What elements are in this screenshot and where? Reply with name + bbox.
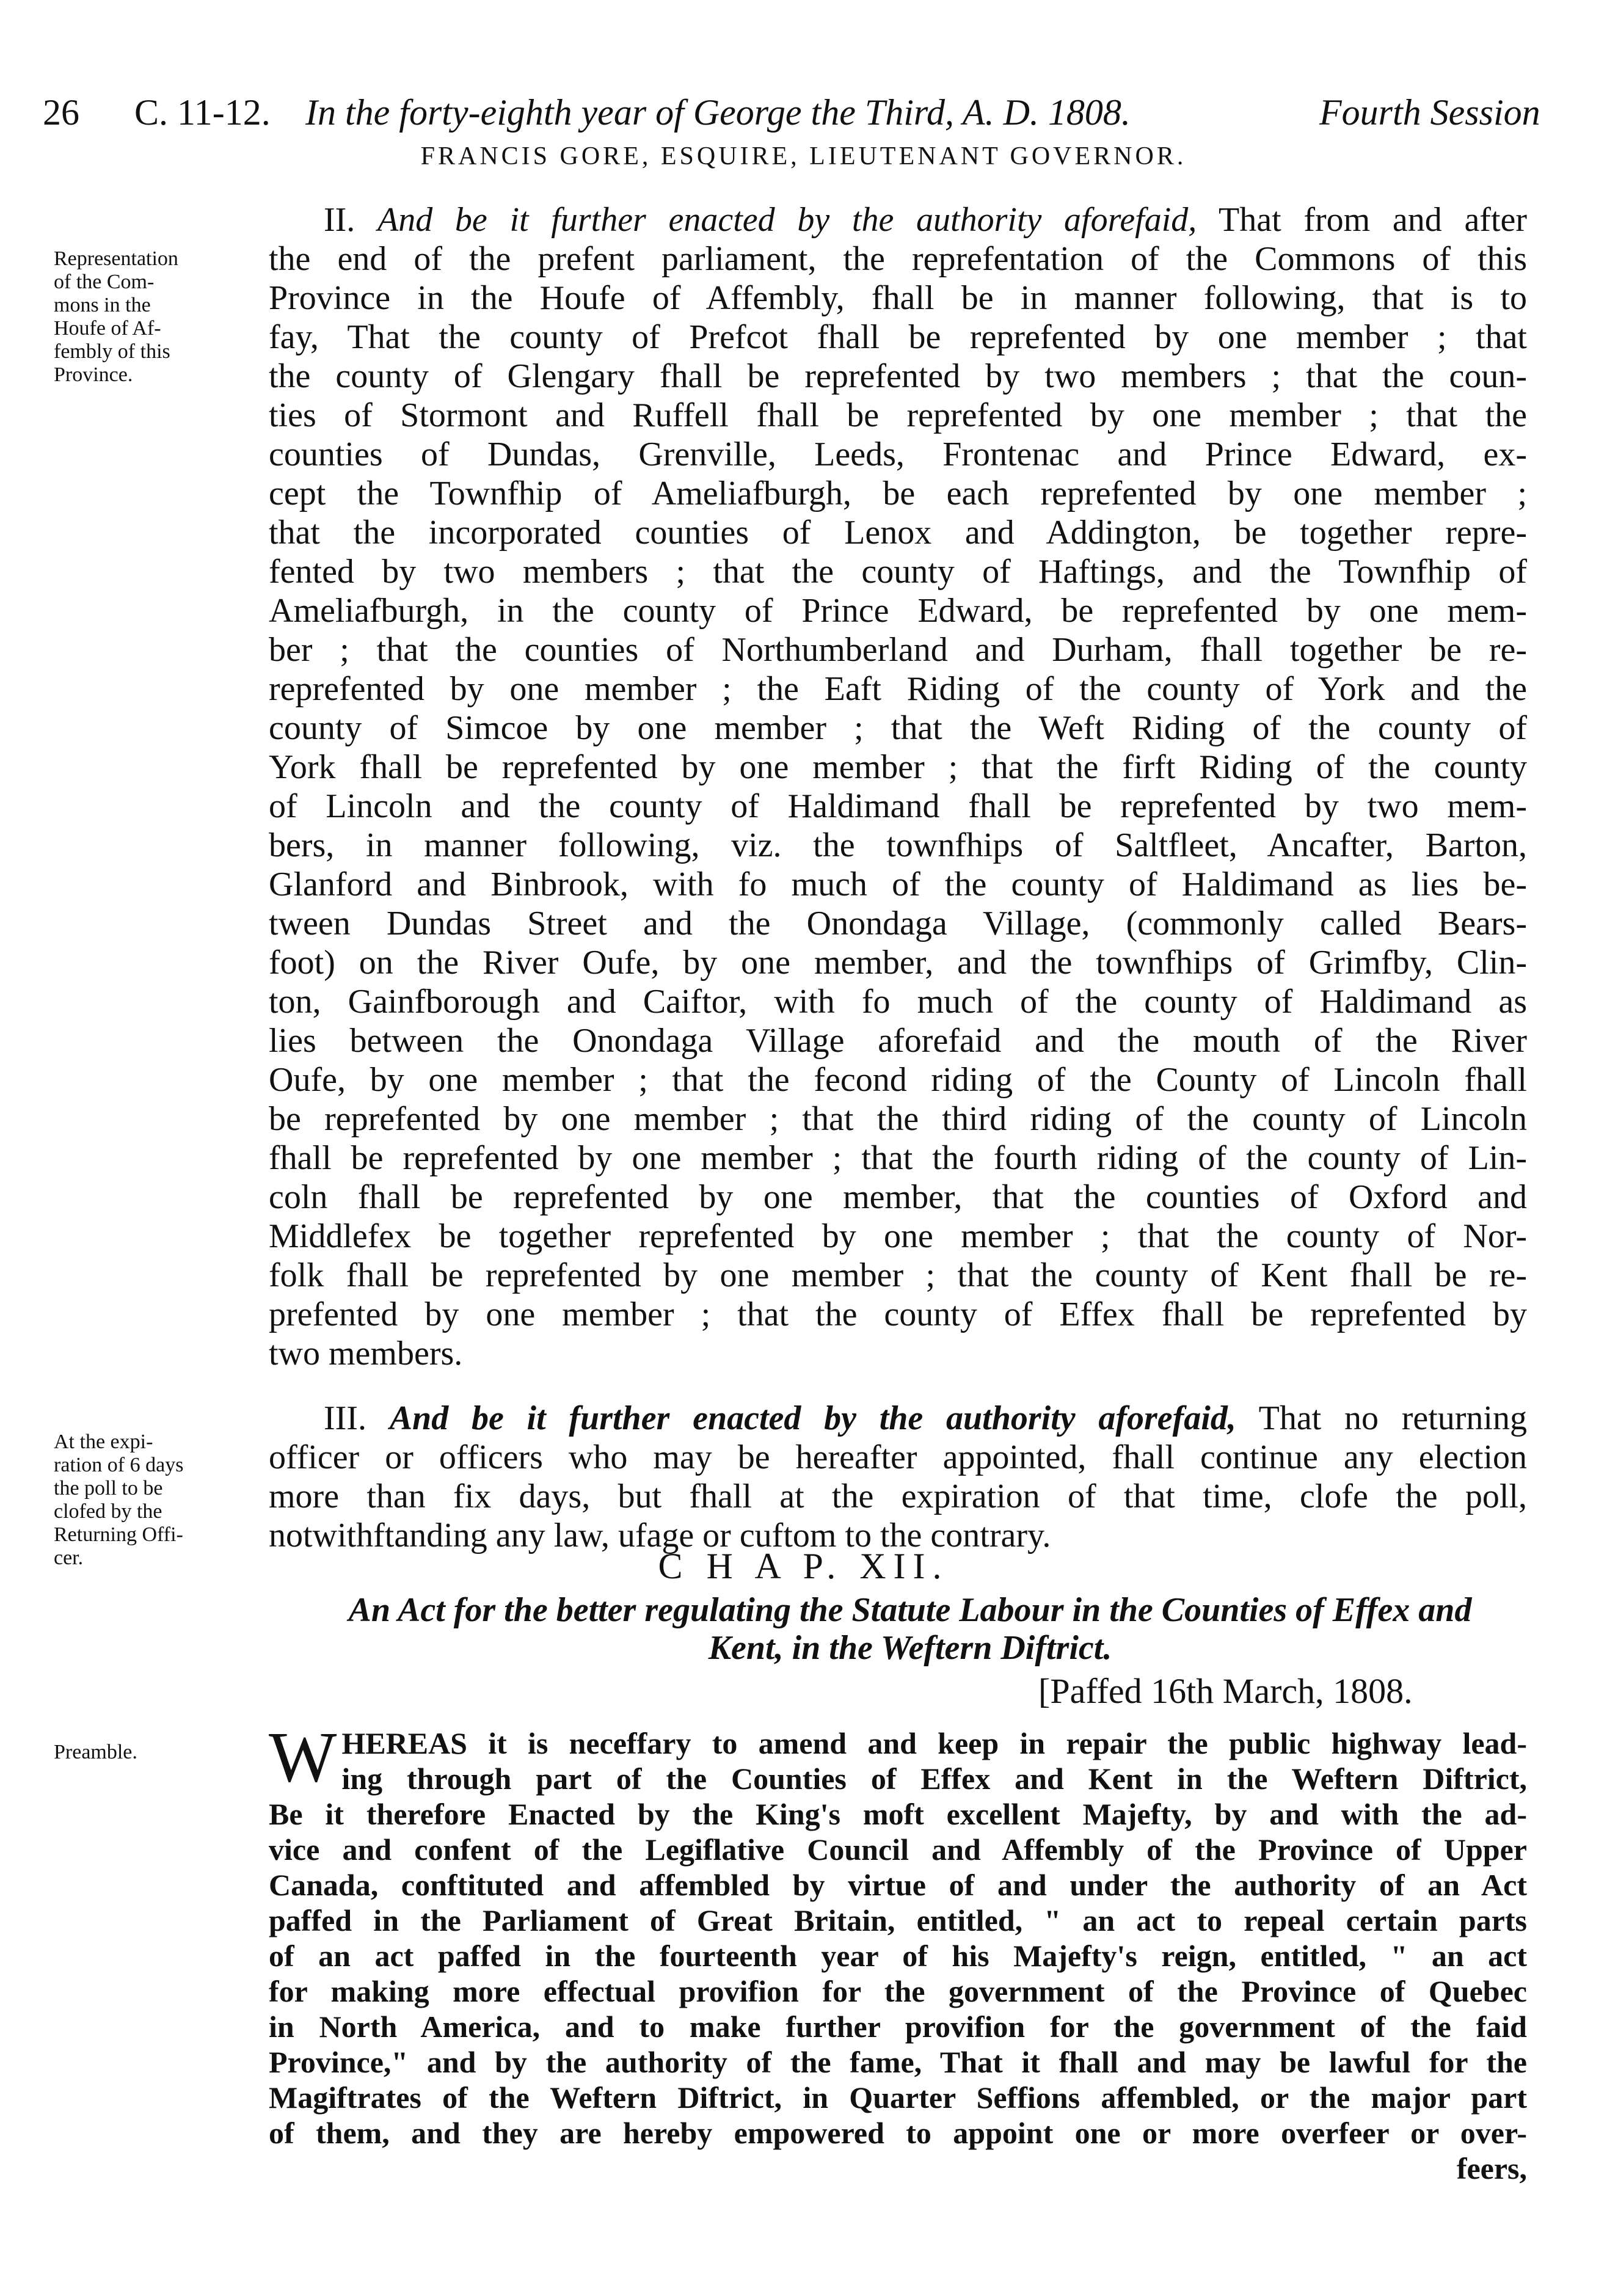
text-line: ing through part of the Counties of Effex and Kent in the Weftern Diftrict, — [341, 1762, 1527, 1796]
text-line: paffed in the Parliament of Great Britain, entitled, " an act to repeal certain parts — [269, 1903, 1527, 1937]
margin-line: Province. — [54, 363, 133, 386]
text-line: Be it therefore Enacted by the King's moft excellent Majefty, by and with the ad- — [269, 1797, 1527, 1831]
margin-note-representation — [54, 247, 274, 387]
margin-line: ration of 6 days — [54, 1454, 184, 1476]
chapter-range: C. 11-12. — [134, 92, 271, 133]
text-line: foot) on the River Oufe, by one member, and the townfhips of Grimfby, Clin- — [269, 944, 1527, 982]
catchword: feers, — [1456, 2151, 1527, 2185]
text-line: two members. — [269, 1335, 463, 1372]
text-line: counties of Dundas, Grenville, Leeds, Frontenac and Prince Edward, ex- — [269, 436, 1527, 473]
text-line: fhall be reprefented by one member ; that the fourth riding of the county of Lin- — [269, 1139, 1527, 1177]
governor-subheader: FRANCIS GORE, ESQUIRE, LIEUTENANT GOVERNOR. — [420, 142, 1187, 170]
text-line: fay, That the county of Prefcot fhall be reprefented by one member ; that — [269, 318, 1527, 356]
margin-line: Houfe of Af- — [54, 317, 161, 340]
text-line: bers, in manner following, viz. the townfhips of Saltfleet, Ancafter, Barton, — [269, 826, 1527, 864]
preamble-text — [269, 1717, 1527, 2186]
section-3-first-line — [269, 1399, 1527, 1438]
text-line: notwithftanding any law, ufage or cuftom to the contrary. — [269, 1517, 1051, 1554]
section-2-first-line — [269, 200, 1527, 239]
text-line: vice and confent of the Legiflative Council and Affembly of the Province of Upper — [269, 1832, 1527, 1867]
text-line: of an act paffed in the fourteenth year of his Majefty's reign, entitled, " an act — [269, 1939, 1527, 1973]
text-line: Magiftrates of the Weftern Diftrict, in Quarter Seffions affembled, or the major part — [269, 2080, 1527, 2115]
text-line: of Lincoln and the county of Haldimand fhall be reprefented by two mem- — [269, 787, 1527, 825]
text-line: county of Simcoe by one member ; that the Weft Riding of the county of — [269, 709, 1527, 747]
text-line: folk fhall be reprefented by one member ; that the county of Kent fhall be re- — [269, 1256, 1527, 1294]
margin-line: clofed by the — [54, 1500, 162, 1523]
margin-line: Representation — [54, 247, 178, 270]
margin-note-preamble — [54, 1741, 274, 1764]
margin-line: the poll to be — [54, 1477, 163, 1500]
running-header — [0, 92, 1607, 134]
text-line: that the incorporated counties of Lenox and Addington, be together repre- — [269, 514, 1527, 552]
regnal-year: In the forty-eighth year of George the Third, A. D. 1808. — [305, 92, 1131, 133]
section-3 — [269, 1399, 1527, 1555]
margin-line: of the Com- — [54, 271, 155, 293]
text-line: fented by two members ; that the county of Haftings, and the Townfhip of — [269, 553, 1527, 591]
text-line: of them, and they are hereby empowered to appoint one or more overfeer or over- — [269, 2116, 1527, 2150]
page-number: 26 — [43, 92, 79, 133]
text-line: prefented by one member ; that the county of Effex fhall be reprefented by — [269, 1296, 1527, 1333]
text-line: Province in the Houfe of Affembly, fhall be in manner following, that is to — [269, 279, 1527, 317]
text-line: for making more effectual provifion for the government of the Province of Quebec — [269, 1974, 1527, 2008]
section-numeral: II. — [324, 201, 355, 239]
chapter-heading: C H A P. XII. — [658, 1546, 949, 1586]
margin-line: Preamble. — [54, 1741, 137, 1763]
enacting-clause: And be it further enacted by the authority aforefaid, — [377, 201, 1197, 239]
text-run: That from and after — [1219, 201, 1528, 239]
margin-line: Returning Offi- — [54, 1523, 183, 1546]
text-line: Ameliafburgh, in the county of Prince Edward, be reprefented by one mem- — [269, 592, 1527, 630]
act-title-line: An Act for the better regulating the Statute Labour in the Counties of Effex and — [348, 1591, 1472, 1629]
text-line: coln fhall be reprefented by one member, that the counties of Oxford and — [269, 1178, 1527, 1216]
text-line: York fhall be reprefented by one member ; that the firft Riding of the county — [269, 748, 1527, 786]
margin-line: fembly of this — [54, 340, 170, 363]
section-numeral: III. — [324, 1399, 366, 1437]
text-line: cept the Townfhip of Ameliafburgh, be each reprefented by one member ; — [269, 475, 1527, 512]
text-line: lies between the Onondaga Village aforefaid and the mouth of the River — [269, 1022, 1527, 1060]
text-line: the end of the prefent parliament, the reprefentation of the Commons of this — [269, 240, 1527, 278]
text-line: reprefented by one member ; the Eaft Riding of the county of York and the — [269, 670, 1527, 708]
text-run: That no returning — [1258, 1399, 1527, 1437]
section-2 — [269, 200, 1527, 1373]
margin-line: At the expi- — [54, 1430, 153, 1453]
text-line: Canada, conftituted and affembled by virtue of and under the authority of an Act — [269, 1868, 1527, 1902]
margin-line: mons in the — [54, 294, 151, 316]
text-line: ton, Gainfborough and Caiftor, with fo much of the county of Haldimand as — [269, 983, 1527, 1021]
text-line: Province," and by the authority of the fame, That it fhall and may be lawful for the — [269, 2045, 1527, 2079]
margin-line: cer. — [54, 1547, 84, 1569]
enacting-clause: And be it further enacted by the authority aforefaid, — [389, 1399, 1236, 1437]
passed-date: [Paffed 16th March, 1808. — [1038, 1671, 1413, 1711]
act-title — [281, 1591, 1539, 1667]
text-line: Oufe, by one member ; that the fecond riding of the County of Lincoln fhall — [269, 1061, 1527, 1099]
text-line: tween Dundas Street and the Onondaga Village, (commonly called Bears- — [269, 905, 1527, 942]
session-label: Fourth Session — [1319, 92, 1540, 133]
text-line: be reprefented by one member ; that the third riding of the county of Lincoln — [269, 1100, 1527, 1138]
act-title-line: Kent, in the Weftern Diftrict. — [708, 1629, 1112, 1667]
text-line: ber ; that the counties of Northumberland and Durham, fhall together be re- — [269, 631, 1527, 669]
text-line: officer or officers who may be hereafter appointed, fhall continue any election — [269, 1438, 1527, 1476]
text-line: in North America, and to make further provifion for the government of the faid — [269, 2010, 1527, 2044]
text-line: ties of Stormont and Ruffell fhall be reprefented by one member ; that the — [269, 396, 1527, 434]
text-line: HEREAS it is neceffary to amend and keep in repair the public highway lead- — [341, 1726, 1527, 1760]
text-line: Middlefex be together reprefented by one member ; that the county of Nor- — [269, 1217, 1527, 1255]
text-line: more than fix days, but fhall at the expiration of that time, clofe the poll, — [269, 1478, 1527, 1515]
text-line: the county of Glengary fhall be reprefented by two members ; that the coun- — [269, 357, 1527, 395]
drop-cap: W — [269, 1717, 337, 1797]
text-line: Glanford and Binbrook, with fo much of the county of Haldimand as lies be- — [269, 866, 1527, 903]
